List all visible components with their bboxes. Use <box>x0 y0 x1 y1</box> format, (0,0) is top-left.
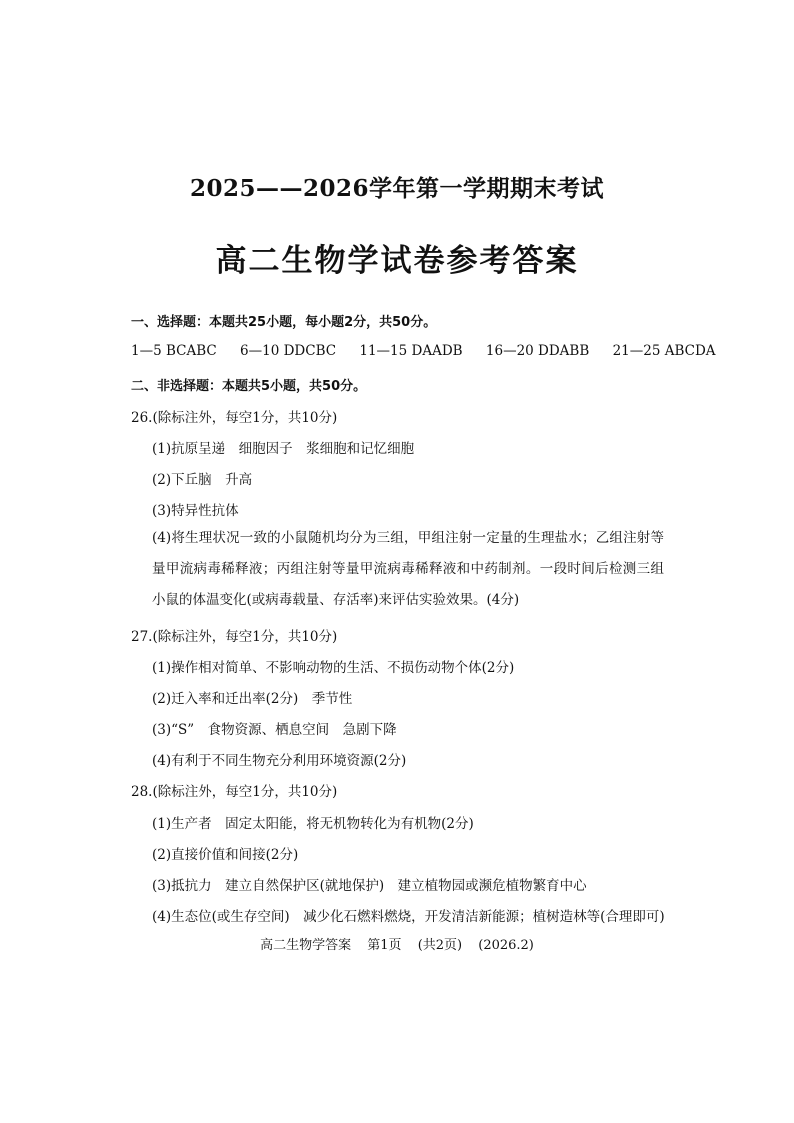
choice-answer-group: 16—20 DDABB <box>485 343 590 359</box>
footer-date: (2026.2) <box>478 938 534 953</box>
answer-26-1: (1)抗原呈递 细胞因子 浆细胞和记忆细胞 <box>152 441 415 457</box>
answer-27-1: (1)操作相对简单、不影响动物的生活、不损伤动物个体(2分) <box>152 660 515 676</box>
choice-answer-group: 6—10 DDCBC <box>240 343 337 359</box>
answer-28-3: (3)抵抗力 建立自然保护区(就地保护) 建立植物园或濒危植物繁育中心 <box>152 878 587 894</box>
section1-heading: 一、选择题：本题共25小题，每小题2分，共50分。 <box>131 315 437 330</box>
footer-page-total: (共2页) <box>417 938 463 953</box>
answer-27-4: (4)有利于不同生物充分利用环境资源(2分) <box>152 753 407 769</box>
answer-27-3: (3)“S” 食物资源、栖息空间 急剧下降 <box>152 722 397 738</box>
question-28-label: 28.(除标注外，每空1分，共10分) <box>131 784 338 800</box>
answer-26-4: (4)将生理状况一致的小鼠随机均分为三组，甲组注射一定量的生理盐水；乙组注射等量甲流病毒稀释液；丙组注射等量甲流病毒稀释液和中药制剂。一段时间后检测三组小鼠的体温变化(或病毒载量、存活率)来评估实验效果。(4分) <box>152 530 664 608</box>
choice-answer-group: 11—15 DAADB <box>359 343 463 359</box>
section2-heading: 二、非选择题：本题共5小题，共50分。 <box>131 379 367 394</box>
page-title: 高二生物学试卷参考答案 <box>215 243 579 279</box>
footer-doc-name: 高二生物学答案 <box>260 938 352 953</box>
choice-answer-group: 21—25 ABCDA <box>612 343 716 359</box>
answer-27-2: (2)迁入率和迁出率(2分) 季节性 <box>152 691 353 707</box>
question-26-label: 26.(除标注外，每空1分，共10分) <box>131 410 338 426</box>
choice-answer-group: 1—5 BCABC <box>131 343 217 359</box>
answer-26-3: (3)特异性抗体 <box>152 503 239 519</box>
answer-26-2: (2)下丘脑 升高 <box>152 472 253 488</box>
answer-28-4: (4)生态位(或生存空间) 减少化石燃料燃烧，开发清洁新能源；植树造林等(合理即可) <box>152 909 665 925</box>
page-footer <box>0 934 794 953</box>
choice-answers <box>131 343 735 359</box>
exam-title: 2025——2026学年第一学期期末考试 <box>189 175 605 202</box>
answer-28-2: (2)直接价值和间接(2分) <box>152 847 299 863</box>
answer-28-1: (1)生产者 固定太阳能，将无机物转化为有机物(2分) <box>152 816 474 832</box>
footer-page-number: 第1页 <box>367 938 402 953</box>
question-27-label: 27.(除标注外，每空1分，共10分) <box>131 629 338 645</box>
